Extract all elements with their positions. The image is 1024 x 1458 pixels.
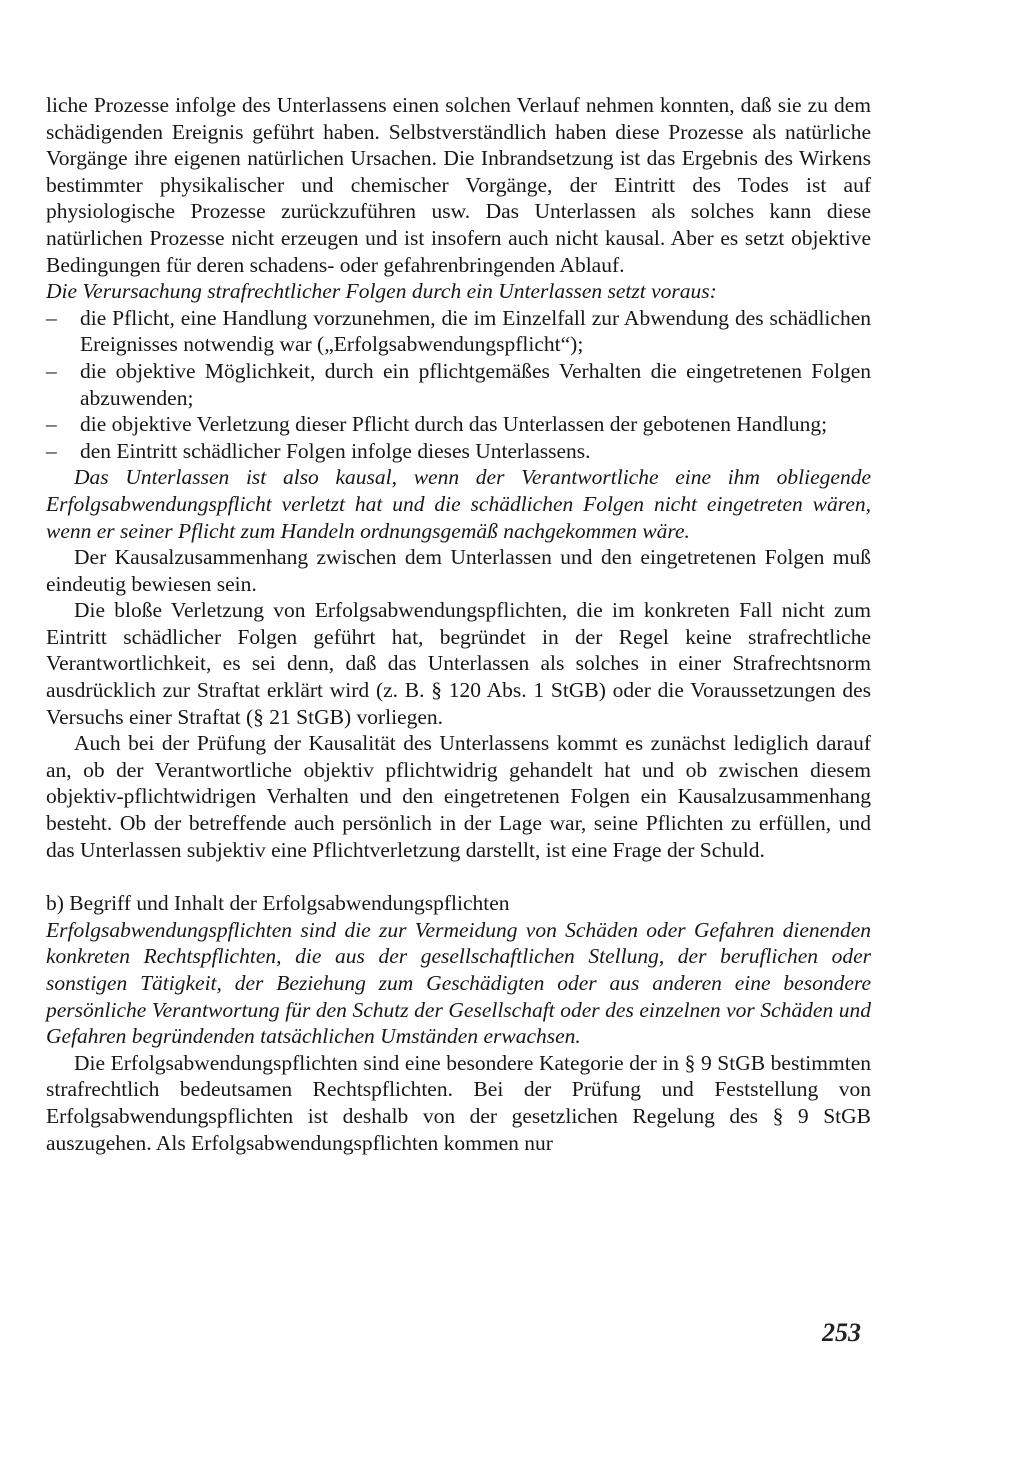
section-gap (46, 863, 871, 890)
dash-marker: – (46, 438, 57, 463)
list-item-text: den Eintritt schädlicher Folgen infolge dieses Unterlassens. (80, 438, 591, 463)
page-number: 253 (822, 1318, 861, 1347)
paragraph-kausalzusammenhang: Der Kausalzusammenhang zwischen dem Unterlassen und den eingetretenen Folgen muß eindeutig bewiesen sein. (46, 545, 871, 596)
list-item (46, 438, 871, 465)
paragraph-blosse-verletzung: Die bloße Verletzung von Erfolgsabwendungspflichten, die im konkreten Fall nicht zum Eintritt schädlicher Folgen geführt hat, begründet in der Regel keine strafrechtliche Verantwortlichkeit, es sei denn, daß das Unterlassen als solches in einer Strafrechtsnorm ausdrücklich zur Straftat erklärt wird (z. B. § 120 Abs. 1 StGB) oder die Voraussetzungen des Versuchs einer Straftat (§ 21 StGB) vorliegen. (46, 598, 871, 729)
list-item-text: die Pflicht, eine Handlung vorzunehmen, die im Einzelfall zur Abwendung des schädlichen Ereignisses notwendig war („Erfolgsabwendungspflicht“); (80, 305, 871, 357)
prerequisites-list (46, 305, 871, 465)
dash-marker: – (46, 358, 57, 383)
dash-marker: – (46, 412, 57, 437)
section-heading-b: b) Begriff und Inhalt der Erfolgsabwendungspflichten (46, 891, 510, 916)
paragraph-erfolgsabwendungspflichten-definition: Erfolgsabwendungspflichten sind die zur Vermeidung von Schäden oder Gefahren dienenden konkreten Rechtspflichten, die aus der gesellschaftlichen Stellung, der beruflichen oder sonstigen Tätigkeit, der Beziehung zum Geschädigten oder aus anderen eine besondere persönliche Verantwortung für den Schutz der Gesellschaft oder des einzelnen vor Schäden und Gefahren begründenden tatsächlichen Umständen erwachsen. (46, 917, 871, 1049)
paragraph-unterlassen-prozesse: liche Prozesse infolge des Unterlassens einen solchen Verlauf nehmen konnten, daß sie zu dem schädigenden Ereignis geführt haben. Selbstverständlich haben diese Prozesse als natürliche Vorgänge ihre eigenen natürlichen Ursachen. Die Inbrandsetzung ist das Ergebnis des Wirkens bestimmter physikalischer und chemischer Vorgänge, der Eintritt des Todes ist auf physiologische Prozesse zurückzuführen usw. Das Unterlassen als solches kann diese natürlichen Prozesse nicht erzeugen und ist insofern auch nicht kausal. Aber es setzt objektive Bedingungen für deren schadens- oder gefahrenbringenden Ablauf. (46, 93, 871, 277)
paragraph-pruefung-kausalitaet: Auch bei der Prüfung der Kausalität des Unterlassens kommt es zunächst lediglich darauf an, ob der Verantwortliche objektiv pflichtwidrig gehandelt hat und ob zwischen diesem objektiv-pflichtwidrigen Verhalten und den eingetretenen Folgen ein Kausalzusammenhang besteht. Ob der betreffende auch persönlich in der Lage war, seine Pflichten zu erfüllen, und das Unterlassen subjektiv eine Pflichtverletzung darstellt, ist eine Frage der Schuld. (46, 731, 871, 862)
list-item (46, 305, 871, 358)
list-item (46, 411, 871, 438)
list-item-text: die objektive Möglichkeit, durch ein pflichtgemäßes Verhalten die eingetretenen Folgen abzuwenden; (80, 358, 871, 410)
list-item (46, 358, 871, 411)
paragraph-kategorie-rechtspflichten: Die Erfolgsabwendungspflichten sind eine besondere Kategorie der in § 9 StGB bestimmten strafrechtlich bedeutsamen Rechtspflichten. Bei der Prüfung und Feststellung von Erfolgsabwendungspflichten ist deshalb von der gesetzlichen Regelung des § 9 StGB auszugehen. Als Erfolgsabwendungspflichten kommen nur (46, 1050, 871, 1155)
page-content (46, 92, 871, 1156)
paragraph-verursachung-intro: Die Verursachung strafrechtlicher Folgen durch ein Unterlassen setzt voraus: (46, 279, 717, 304)
list-item-text: die objektive Verletzung dieser Pflicht durch das Unterlassen der gebotenen Handlung; (80, 412, 828, 437)
dash-marker: – (46, 305, 57, 330)
paragraph-kausal-definition: Das Unterlassen ist also kausal, wenn der Verantwortliche eine ihm obliegende Erfolgsabwendungspflicht verletzt hat und die schädlichen Folgen nicht eingetreten wären, wenn er seiner Pflicht zum Handeln ordnungsgemäß nachgekommen wäre. (46, 465, 871, 543)
